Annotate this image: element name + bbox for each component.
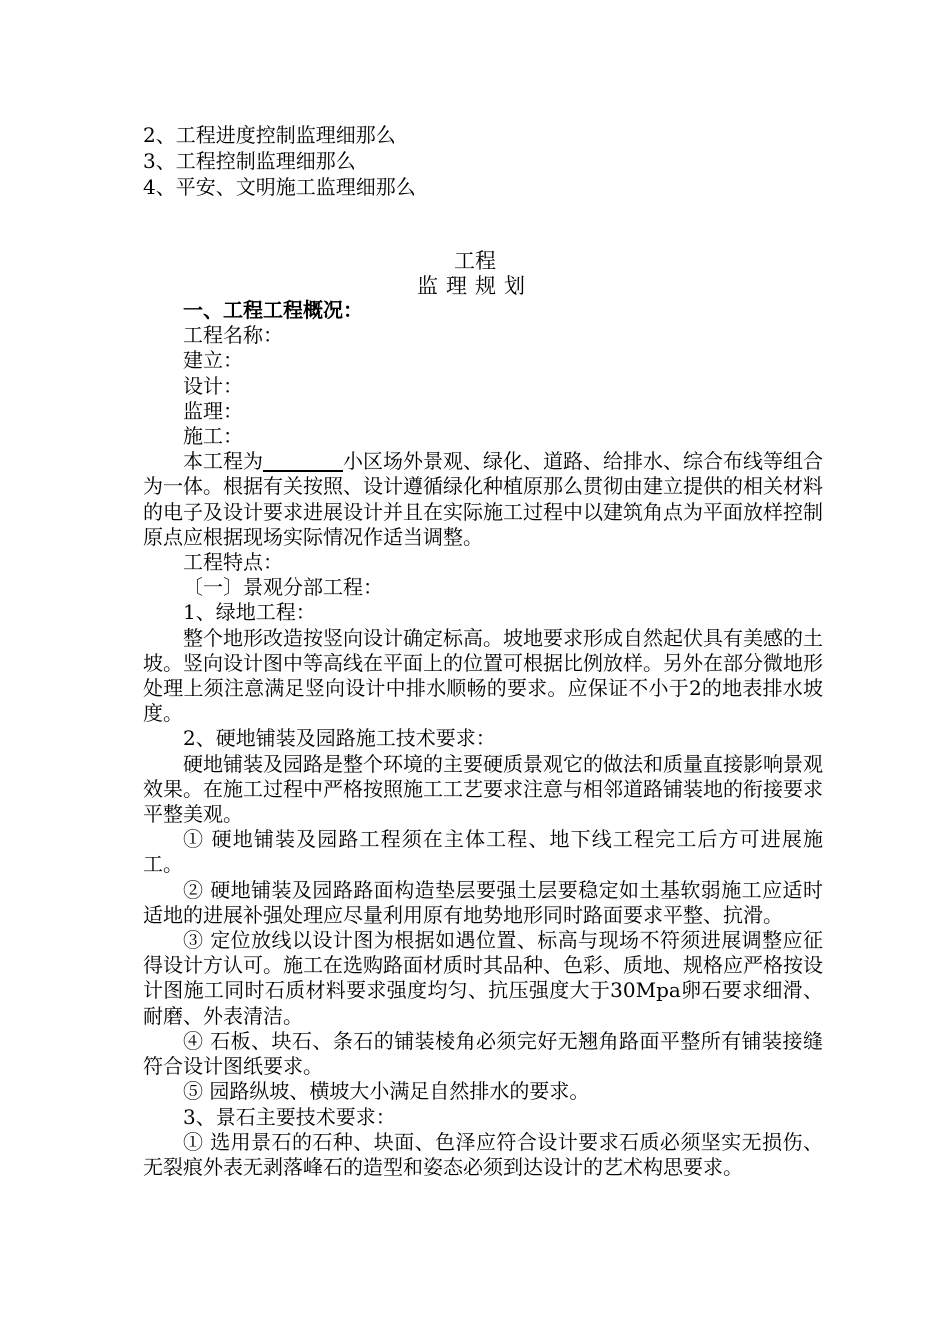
- intro-paragraph: [143, 449, 823, 550]
- document-title-line2: 监理规划: [417, 274, 533, 298]
- features-label: 工程特点：: [183, 550, 283, 575]
- toc-item: 2、工程进度控制监理细那么: [143, 123, 396, 147]
- green-label: 1、绿地工程：: [183, 600, 316, 625]
- document-title-line1: 工程: [454, 249, 496, 273]
- stone-item: ① 选用景石的石种、块面、色泽应符合设计要求石质必须坚实无损伤、无裂痕外表无剥落峰石的造型和姿态必须到达设计的艺术构思要求。: [143, 1129, 823, 1179]
- paving-item: ① 硬地铺装及园路工程须在主体工程、地下线工程完工后方可进展施工。: [143, 827, 823, 877]
- document-body: [143, 298, 823, 1180]
- paving-label: 2、硬地铺装及园路施工技术要求：: [183, 726, 496, 751]
- toc-item: 3、工程控制监理细那么: [143, 149, 356, 173]
- intro-text-start: 本工程为: [183, 449, 263, 474]
- landscape-label: 〔一〕景观分部工程：: [183, 575, 383, 600]
- toc-item: 4、平安、文明施工监理细那么: [143, 175, 416, 199]
- field-project-name: 工程名称：: [183, 323, 283, 348]
- green-paragraph: 整个地形改造按竖向设计确定标高。坡地要求形成自然起伏具有美感的土坡。竖向设计图中等高线在平面上的位置可根据比例放样。另外在部分微地形处理上须注意满足竖向设计中排水顺畅的要求。应保证不小于2的地表排水坡度。: [143, 625, 823, 726]
- field-construction: 施工：: [183, 424, 243, 449]
- intro-text-rest: 小区场外景观、绿化、道路、给排水、综合布线等组合为一体。根据有关按照、设计遵循绿化种植原那么贯彻由建立提供的相关材料的电子及设计要求进展设计并且在实际施工过程中以建筑角点为平面放样控制原点应根据现场实际情况作适当调整。: [143, 449, 823, 549]
- toc-list: [143, 122, 823, 200]
- paving-item: ③ 定位放线以设计图为根据如遇位置、标高与现场不符须进展调整应征得设计方认可。施工在选购路面材质时其品种、色彩、质地、规格应严格按设计图施工同时石质材料要求强度均匀、抗压强度大于30Mpa卵石要求细滑、耐磨、外表清洁。: [143, 928, 823, 1028]
- paving-item: ④ 石板、块石、条石的铺装棱角必须完好无翘角路面平整所有铺装接缝符合设计图纸要求。: [143, 1028, 823, 1079]
- project-name-blank: [263, 452, 343, 472]
- section-heading: 一、工程工程概况：: [183, 298, 363, 322]
- stone-label: 3、景石主要技术要求：: [183, 1104, 396, 1129]
- paving-item: ② 硬地铺装及园路路面构造垫层要强土层要稳定如土基软弱施工应适时适地的进展补强处理应尽量利用原有地势地形同时路面要求平整、抗滑。: [143, 877, 823, 927]
- paving-item: ⑤ 园路纵坡、横坡大小满足自然排水的要求。: [183, 1079, 590, 1104]
- paving-paragraph: 硬地铺装及园路是整个环境的主要硬质景观它的做法和质量直接影响景观效果。在施工过程中严格按照施工工艺要求注意与相邻道路铺装地的衔接要求平整美观。: [143, 751, 823, 827]
- field-developer: 建立：: [183, 348, 243, 373]
- field-design: 设计：: [183, 373, 243, 398]
- field-supervision: 监理：: [183, 398, 243, 423]
